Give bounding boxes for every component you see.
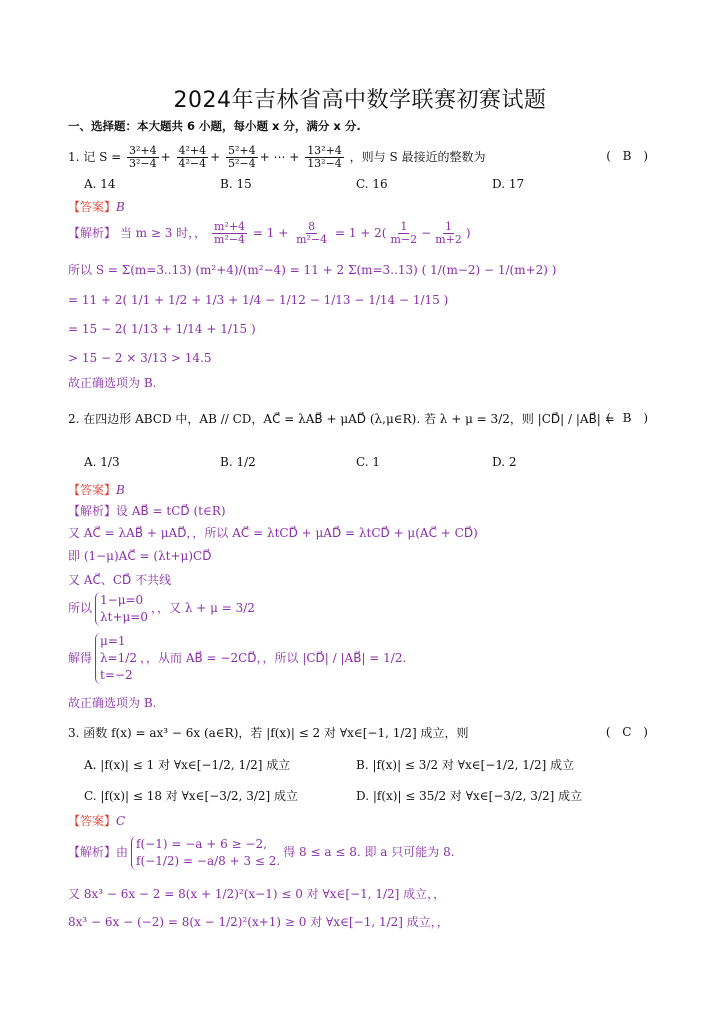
q1-stem-suffix: ，则与 S 最接近的整数为	[349, 150, 486, 164]
q2-analysis-line-4: 又 AC⃗、CD⃗ 不共线	[68, 573, 172, 587]
q2-option-b: B. 1/2	[220, 455, 256, 469]
page-title: 2024年吉林省高中数学联赛初赛试题	[173, 88, 547, 113]
answer-value: B	[116, 483, 125, 497]
q2-analysis-line-3: 即 (1−μ)AC⃗ = (λt+μ)CD⃗	[68, 549, 212, 563]
q1-option-c: C. 16	[356, 177, 388, 191]
q2-l6-prefix: 解得	[68, 651, 93, 665]
q2-answer	[68, 482, 125, 498]
q1-term-1: $\frac{\text{3²+4}}{\text{3²−4}}$	[129, 144, 157, 170]
q2-l6-suffix: ，，从而 AB⃗ = −2CD⃗，，所以 |CD⃗| / |AB⃗| = 1/2.	[140, 651, 407, 665]
q1-analysis-line-3: = 11 + 2( 1/1 + 1/2 + 1/3 + 1/4 − 1/12 − 1/13 − 1/14 − 1/15 )	[68, 293, 449, 307]
q2-l5-suffix: ，，又 λ + μ = 3/2	[151, 601, 255, 615]
q3-answer-bracket: ( C )	[605, 725, 652, 739]
q1-analysis-line-1	[68, 218, 471, 248]
q3-answer	[68, 813, 125, 829]
q1-term-3: $\frac{\text{5²+4}}{\text{5²−4}}$	[228, 144, 256, 170]
q1-l1-prefix: 当 m ≥ 3 时，，	[119, 226, 207, 240]
answer-value: B	[116, 200, 125, 214]
q3-system: f(−1) = −a + 6 ≥ −2, f(−1/2) = −a/8 + 3 ≤ 2.	[131, 836, 280, 870]
q1-l1-frac-1: $\frac{\text{m²+4}}{\text{m²−4}}$	[214, 220, 246, 246]
q1-term-2: $\frac{\text{4²+4}}{\text{4²−4}}$	[178, 144, 207, 170]
q1-l1-mid: = 1 +	[252, 226, 289, 240]
q1-stem-prefix: 1. 记 S =	[68, 150, 122, 164]
q3-l1-prefix: 由	[116, 845, 129, 859]
q2-system-1: 1−μ=0 λt+μ=0	[95, 592, 148, 626]
q1-l1-mid2: = 1 + 2(	[334, 226, 387, 240]
q3-stem: 3. 函数 f(x) = ax³ − 6x (a∈R)，若 |f(x)| ≤ 2 对 ∀x∈[−1, 1/2] 成立，则	[68, 726, 469, 740]
answer-label: 【答案】	[68, 200, 117, 214]
answer-label: 【答案】	[68, 814, 117, 828]
q1-l1-minus: −	[421, 226, 432, 240]
q1-analysis-line-4: = 15 − 2( 1/13 + 1/14 + 1/15 )	[68, 322, 256, 336]
q2-option-c: C. 1	[356, 455, 381, 469]
q2-answer-bracket: ( B )	[606, 411, 652, 425]
analysis-label: 【解析】	[68, 226, 117, 240]
q1-l1-frac-3: $\frac{1}{m-2}$	[390, 220, 418, 246]
q1-option-d: D. 17	[492, 177, 525, 191]
q2-analysis-line-2: 又 AC⃗ = λAB⃗ + μAD⃗，，所以 AC⃗ = λtCD⃗ + μAD⃗ = λtCD⃗ + μ(AC⃗ + CD⃗)	[68, 526, 478, 540]
q1-analysis-line-5: > 15 − 2 × 3/13 > 14.5	[68, 351, 212, 365]
q1-analysis-line-6: 故正确选项为 B.	[68, 376, 157, 390]
q3-option-b: B. |f(x)| ≤ 3/2 对 ∀x∈[−1/2, 1/2] 成立	[356, 758, 575, 772]
q3-option-d: D. |f(x)| ≤ 35/2 对 ∀x∈[−3/2, 3/2] 成立	[356, 789, 583, 803]
analysis-label: 【解析】	[68, 845, 117, 859]
section-heading: 一、选择题：本大题共 6 小题，每小题 x 分，满分 x 分.	[68, 119, 361, 133]
q2-option-a: A. 1/3	[84, 455, 120, 469]
q1-answer-bracket: ( B )	[606, 149, 652, 163]
q3-analysis-line-3: 8x³ − 6x − (−2) = 8(x − 1/2)²(x+1) ≥ 0 对 ∀x∈[−1, 1/2] 成立，，	[68, 915, 449, 929]
q3-option-c: C. |f(x)| ≤ 18 对 ∀x∈[−3/2, 3/2] 成立	[84, 789, 299, 803]
q3-l1-suffix: 得 8 ≤ a ≤ 8. 即 a 只可能为 8.	[283, 845, 455, 859]
q1-option-b: B. 15	[220, 177, 252, 191]
q3-analysis-line-2: 又 8x³ − 6x − 2 = 8(x + 1/2)²(x−1) ≤ 0 对 ∀x∈[−1, 1/2] 成立，，	[68, 887, 446, 901]
q2-system-2: μ=1 λ=1/2 t=−2	[95, 633, 137, 684]
q1-answer	[68, 199, 125, 215]
q3-option-a: A. |f(x)| ≤ 1 对 ∀x∈[−1/2, 1/2] 成立	[84, 758, 291, 772]
q3-analysis-line-1	[68, 832, 455, 872]
q1-l1-frac-2: $\frac{8}{\text{m²−4}}$	[296, 220, 328, 246]
q2-analysis-line-6	[68, 630, 406, 686]
q1-l1-end: )	[465, 226, 471, 240]
q1-stem: 1. 记 S = $\frac{\text{3²+4}}{\text{3²−4}}$ + $\frac{\text{4²+4}}{\text{4²−4}}$ + $\frac{\text{5²+4}}{\text{5²−4}}$ + ⋯ + $\frac{\text{13²+4}}{\text{13²−4}}$ ，则与 S 最接近的整数为	[68, 144, 486, 170]
q1-option-a: A. 14	[84, 177, 116, 191]
q2-analysis-line-1	[68, 503, 226, 519]
q2-l1-text: 设 AB⃗ = tCD⃗ (t∈R)	[116, 504, 226, 518]
q2-analysis-line-7: 故正确选项为 B.	[68, 696, 157, 710]
answer-label: 【答案】	[68, 483, 117, 497]
q1-term-4: $\frac{\text{13²+4}}{\text{13²−4}}$	[307, 144, 342, 170]
q2-stem: 2. 在四边形 ABCD 中，AB // CD，AC⃗ = λAB⃗ + μAD⃗ (λ,μ∈R). 若 λ + μ = 3/2，则 |CD⃗| / |AB⃗| =	[68, 412, 615, 426]
q1-l1-frac-4: $\frac{1}{m+2}$	[435, 220, 462, 246]
q2-l5-prefix: 所以	[68, 601, 93, 615]
answer-value: C	[116, 814, 126, 828]
q2-analysis-line-5	[68, 590, 255, 626]
q2-option-d: D. 2	[492, 455, 517, 469]
q1-analysis-line-2: 所以 S = Σ(m=3..13) (m²+4)/(m²−4) = 11 + 2 Σ(m=3..13) ( 1/(m−2) − 1/(m+2) )	[68, 263, 557, 277]
analysis-label: 【解析】	[68, 504, 117, 518]
